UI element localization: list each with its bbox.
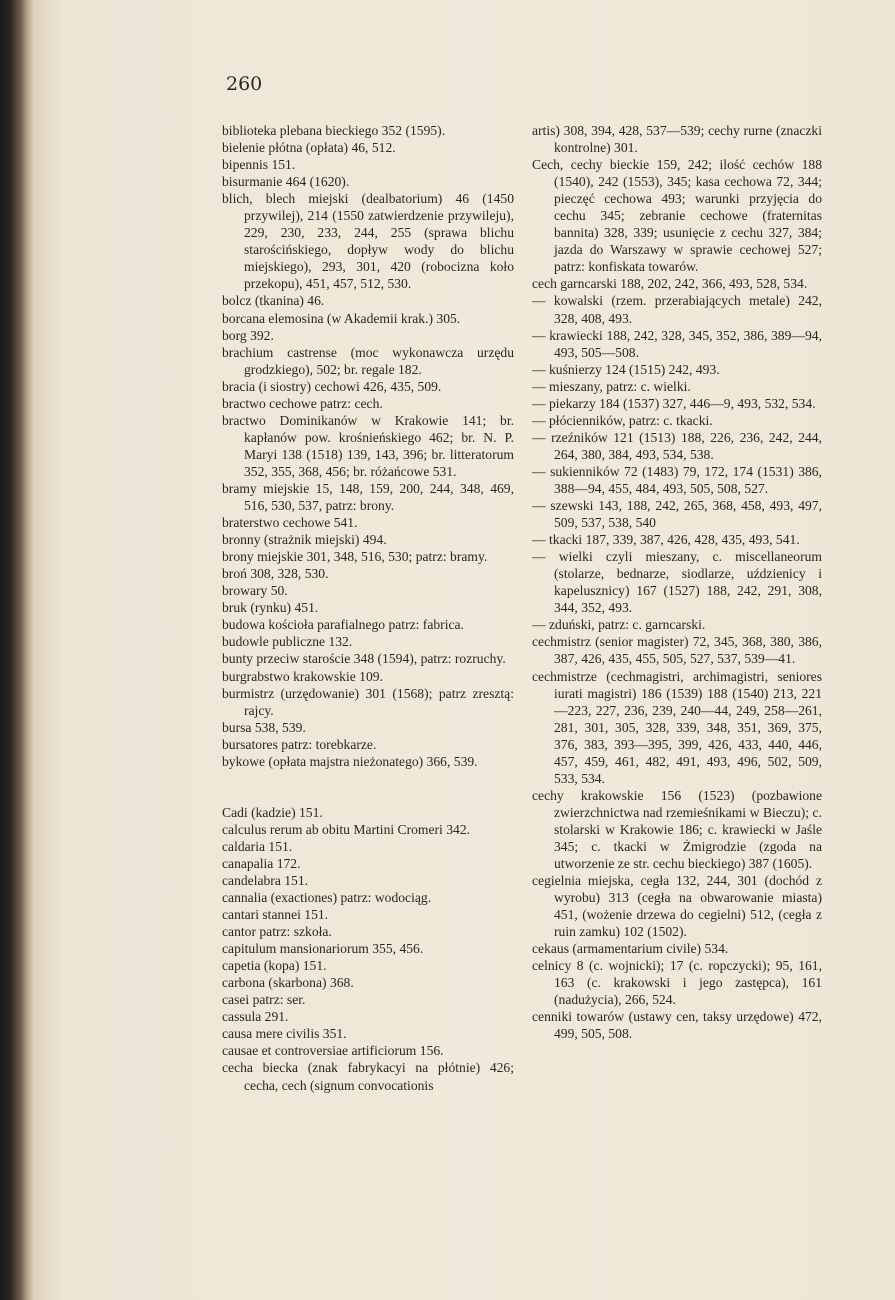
index-entry: burmistrz (urzędowanie) 301 (1568); patrz zresztą: rajcy. — [222, 685, 514, 718]
left-column — [222, 122, 514, 1094]
index-entry: browary 50. — [222, 583, 288, 599]
index-entry: cecha biecka (znak fabrykacyi na płótnie) 426; cecha, cech (signum convocationis — [222, 1060, 514, 1093]
index-entry: bursa 538, 539. — [222, 719, 306, 735]
index-entry: braterstwo cechowe 541. — [222, 515, 358, 531]
index-entry: cechmistrze (cechmagistri, archimagistri, seniores iurati magistri) 186 (1539) 188 (1540) 213, 221—223, 227, 236, 239, 240—44, 249, 258—261, 281, 301, 305, 328, 339, 348, 351, 369, 375, 376, 383, 393—395, 399, 426, 433, 440, 446, 457, 459, 461, 482, 491, 493, 496, 502, 509, 533, 534. — [532, 668, 822, 786]
index-entry: — płócienników, patrz: c. tkacki. — [532, 412, 713, 428]
index-entry: bractwo Dominikanów w Krakowie 141; br. kapłanów pow. krośnieńskiego 462; br. N. P. Maryi 138 (1518) 139, 143, 396; br. litteratorum 352, 355, 368, 456; br. różańcowe 531. — [222, 412, 514, 479]
index-entry: bipennis 151. — [222, 157, 296, 173]
index-entry: — sukienników 72 (1483) 79, 172, 174 (1531) 386, 388—94, 455, 484, 493, 505, 508, 527. — [532, 463, 822, 496]
index-entry: cechmistrz (senior magister) 72, 345, 368, 380, 386, 387, 426, 435, 455, 505, 527, 537, 539—41. — [532, 634, 822, 667]
index-entry: blich, blech miejski (dealbatorium) 46 (1450 przywilej), 214 (1550 zatwierdzenie przywileju), 229, 230, 233, 244, 255 (sprawa blichu starościńskiego, dopływ wody do blichu miejskiego), 293, 301, 420 (robocizna koło przekopu), 451, 457, 512, 530. — [222, 191, 514, 292]
section-gap — [222, 770, 514, 804]
book-spine — [0, 0, 34, 1300]
index-entry: — piekarzy 184 (1537) 327, 446—9, 493, 532, 534. — [532, 395, 816, 411]
index-entry: bisurmanie 464 (1620). — [222, 174, 350, 190]
left-entries-b-section — [222, 122, 514, 770]
index-entry: Cadi (kadzie) 151. — [222, 804, 323, 820]
index-entry: — kowalski (rzem. przerabiających metale) 242, 328, 408, 493. — [532, 293, 822, 326]
index-entry: bielenie płótna (opłata) 46, 512. — [222, 140, 396, 156]
index-entry: caldaria 151. — [222, 838, 293, 854]
index-entry: capetia (kopa) 151. — [222, 958, 327, 974]
index-entry: biblioteka plebana bieckiego 352 (1595). — [222, 123, 446, 138]
index-entry: bractwo cechowe patrz: cech. — [222, 395, 383, 411]
index-entry: cekaus (armamentarium civile) 534. — [532, 941, 729, 957]
page-number: 260 — [226, 73, 263, 95]
index-entry: bursatores patrz: torebkarze. — [222, 736, 377, 752]
index-entry: causae et controversiae artificiorum 156. — [222, 1043, 444, 1059]
index-entry: casei patrz: ser. — [222, 992, 306, 1008]
index-entry: cantari stannei 151. — [222, 907, 329, 923]
index-entry: brachium castrense (moc wykonawcza urzędu grodzkiego), 502; br. regale 182. — [222, 344, 514, 377]
index-entry: bronny (strażnik miejski) 494. — [222, 532, 387, 548]
index-entry: cantor patrz: szkoła. — [222, 924, 332, 940]
index-entry: cech garncarski 188, 202, 242, 366, 493, 528, 534. — [532, 276, 808, 292]
index-entry: artis) 308, 394, 428, 537—539; cechy rurne (znaczki kontrolne) 301. — [532, 123, 822, 156]
index-entry: candelabra 151. — [222, 872, 309, 888]
index-entry: canapalia 172. — [222, 855, 301, 871]
index-entry: bruk (rynku) 451. — [222, 600, 319, 616]
right-entries-section — [532, 122, 822, 1043]
index-entry: cenniki towarów (ustawy cen, taksy urzędowe) 472, 499, 505, 508. — [532, 1009, 822, 1042]
index-entry: causa mere civilis 351. — [222, 1026, 347, 1042]
index-entry: calculus rerum ab obitu Martini Cromeri 342. — [222, 821, 471, 837]
left-entries-c-section — [222, 804, 514, 1094]
index-entry: bunty przeciw staroście 348 (1594), patrz: rozruchy. — [222, 651, 506, 667]
index-entry: — rzeźników 121 (1513) 188, 226, 236, 242, 244, 264, 380, 384, 493, 534, 538. — [532, 429, 822, 462]
index-entry: capitulum mansionariorum 355, 456. — [222, 941, 424, 957]
index-entry: bramy miejskie 15, 148, 159, 200, 244, 348, 469, 516, 530, 537, patrz: brony. — [222, 480, 514, 514]
index-entry: budowa kościoła parafialnego patrz: fabrica. — [222, 617, 464, 633]
index-entry: — mieszany, patrz: c. wielki. — [532, 378, 691, 394]
right-column — [532, 122, 822, 1043]
index-entry: — krawiecki 188, 242, 328, 345, 352, 386, 389—94, 493, 505—508. — [532, 327, 822, 360]
index-entry: — kuśnierzy 124 (1515) 242, 493. — [532, 361, 720, 377]
index-entry: borcana elemosina (w Akademii krak.) 305. — [222, 310, 461, 326]
index-entry: broń 308, 328, 530. — [222, 566, 329, 582]
index-entry: burgrabstwo krakowskie 109. — [222, 668, 383, 684]
index-entry: bykowe (opłata majstra nieżonatego) 366, 539. — [222, 753, 478, 769]
index-entry: cegielnia miejska, cegła 132, 244, 301 (dochód z wyrobu) 313 (cegła na obwarowanie miasta) 451, (wożenie drzewa do cegielni) 512, (cegła z ruin zamku) 102 (1502). — [532, 873, 822, 940]
index-entry: cassula 291. — [222, 1009, 289, 1025]
index-entry: budowle publiczne 132. — [222, 634, 353, 650]
index-entry: celnicy 8 (c. wojnicki); 17 (c. ropczycki); 95, 161, 163 (c. krakowski i jego zastępca), 161 (nadużycia), 266, 524. — [532, 958, 822, 1008]
index-entry: — tkacki 187, 339, 387, 426, 428, 435, 493, 541. — [532, 532, 800, 548]
index-entry: bracia (i siostry) cechowi 426, 435, 509. — [222, 378, 442, 394]
index-entry: cannalia (exactiones) patrz: wodociąg. — [222, 890, 432, 906]
index-entry: carbona (skarbona) 368. — [222, 975, 354, 991]
index-entry: borg 392. — [222, 327, 274, 343]
index-entry: — wielki czyli mieszany, c. miscellaneorum (stolarze, bednarze, siodlarze, uździenicy i kapelusznicy) 167 (1527) 188, 242, 291, 308, 344, 352, 493. — [532, 549, 822, 616]
index-entry: — zduński, patrz: c. garncarski. — [532, 617, 706, 633]
index-entry: Cech, cechy bieckie 159, 242; ilość cechów 188 (1540), 242 (1553), 345; kasa cechowa 72, 344; pieczęć cechowa 493; warunki przyjęcia do cechu 345; zebranie cechowe (fraternitas bannita) 328, 339; usunięcie z cechu 327, 384; jazda do Warszawy w sprawie cechowej 527; patrz: konfiskata towarów. — [532, 157, 822, 275]
index-entry: brony miejskie 301, 348, 516, 530; patrz: bramy. — [222, 549, 488, 565]
index-entry: cechy krakowskie 156 (1523) (pozbawione zwierzchnictwa nad rzemieśnikami w Bieczu); c. stolarski w Krakowie 186; c. krawiecki w Jaśle 345; c. tkacki w Żmigrodzie (zgoda na utworzenie ze str. cechu bieckiego) 387 (1605). — [532, 787, 822, 872]
index-entry: — szewski 143, 188, 242, 265, 368, 458, 493, 497, 509, 537, 538, 540 — [532, 498, 822, 531]
index-entry: bolcz (tkanina) 46. — [222, 293, 325, 309]
